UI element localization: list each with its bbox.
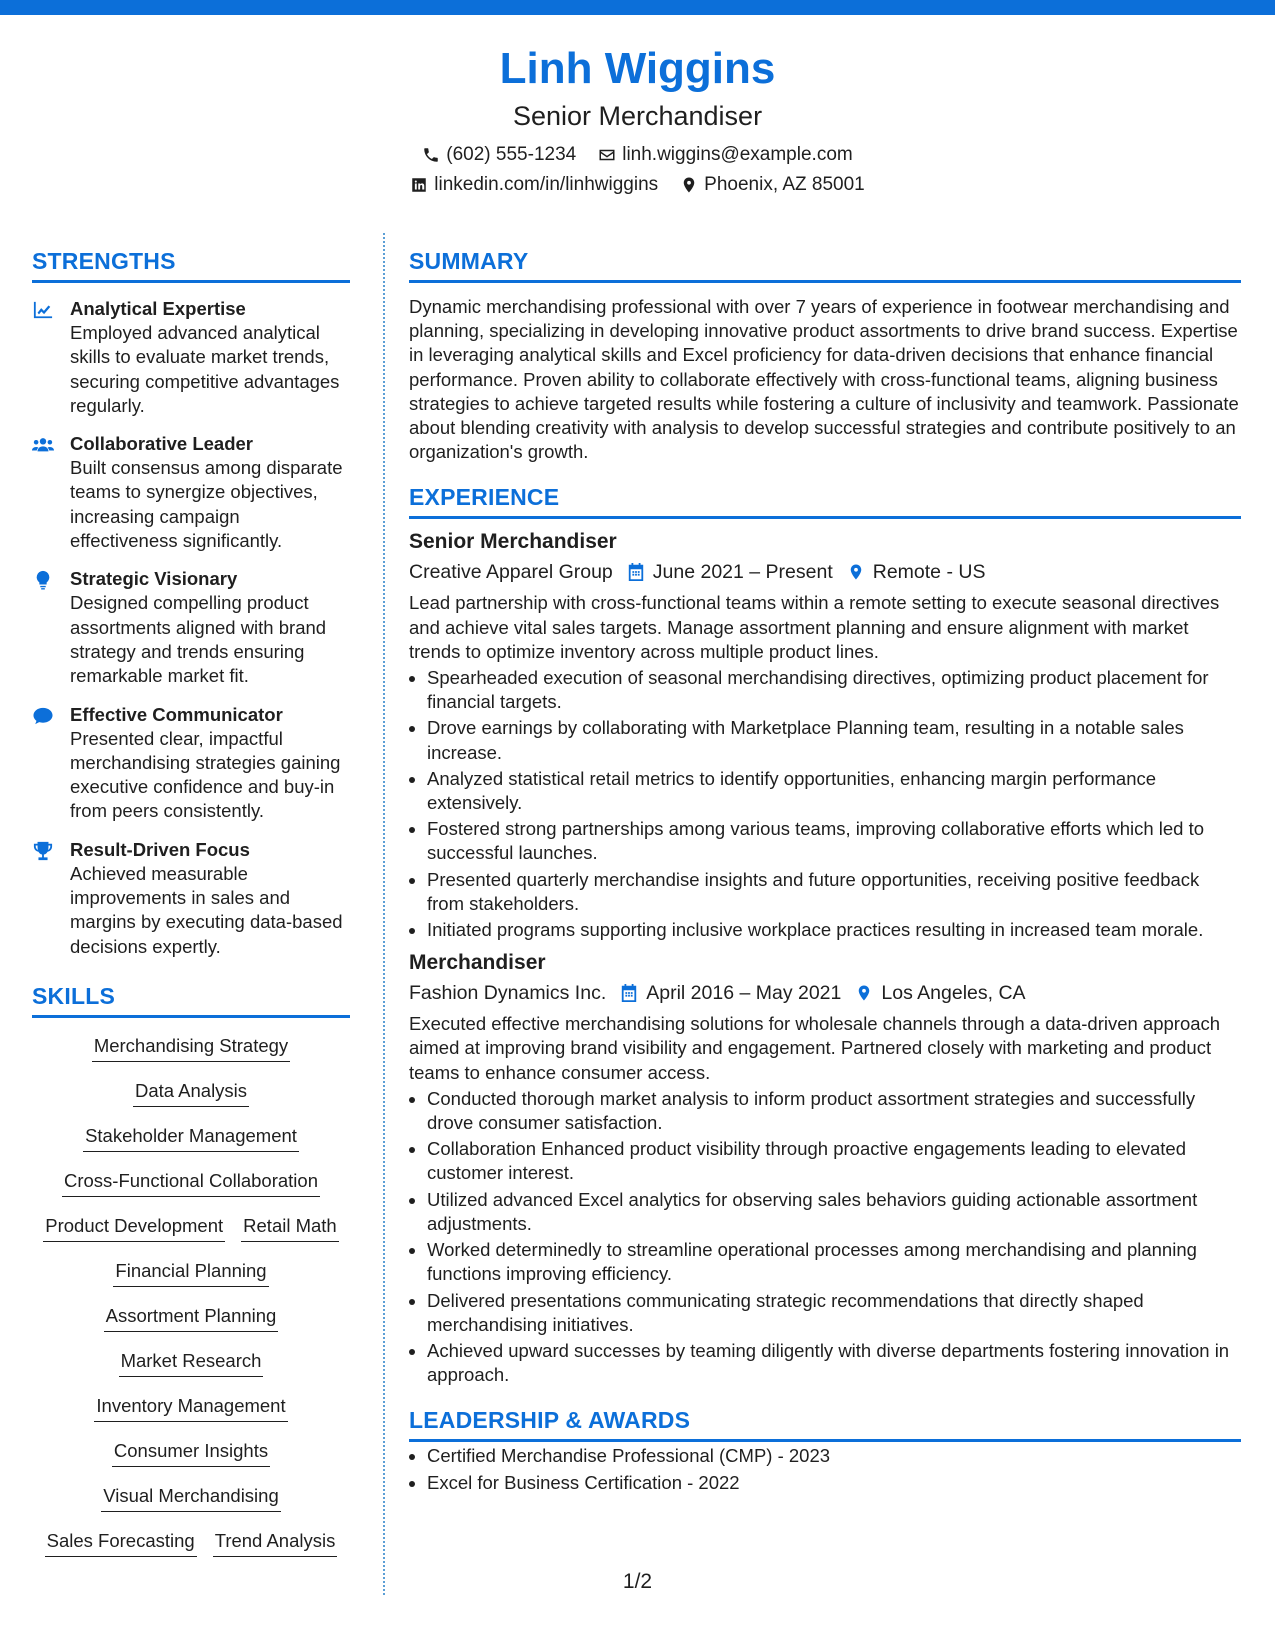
map-pin-icon xyxy=(855,983,873,1003)
skill-tag: Retail Math xyxy=(241,1214,339,1242)
strength-desc: Designed compelling product assortments aligned with brand strategy and trends ensuring remarkable market fit. xyxy=(70,592,327,687)
job-bullet: • Presented quarterly merchandise insights and future opportunities, receiving positive feedback from stakeholders. xyxy=(427,868,1241,916)
email-text: linh.wiggins@example.com xyxy=(622,144,853,165)
job-bullets xyxy=(409,1087,1241,1387)
skill-tag: Consumer Insights xyxy=(112,1439,270,1467)
calendar-icon xyxy=(620,983,638,1003)
job-bullet: • Delivered presentations communicating strategic recommendations that directly shaped merchandising initiatives. xyxy=(427,1289,1241,1337)
skill-tag: Data Analysis xyxy=(133,1079,249,1107)
right-column xyxy=(409,246,1241,1497)
linkedin-contact[interactable] xyxy=(410,170,658,200)
job-meta xyxy=(409,978,1241,1008)
trophy-icon xyxy=(32,841,54,861)
summary-section xyxy=(409,246,1241,464)
summary-text: Dynamic merchandising professional with over 7 years of experience in footwear merchandising and planning, specializing in developing innovative product assortments to drive brand success. Expertise in leveraging analytical skills and Excel proficiency for data-driven decisions that enhance financial performance. Proven ability to collaborate effectively with cross-functional teams, aligning business strategies to achieve targeted results while fostering a culture of inclusivity and teamwork. Passionate about blending creativity with analysis to develop successful strategies and contribute positively to an organization's growth. xyxy=(409,296,1239,463)
map-pin-icon xyxy=(847,562,865,582)
awards-section xyxy=(409,1405,1241,1494)
top-accent-bar xyxy=(0,0,1275,15)
strengths-section xyxy=(32,246,350,959)
skill-tag: Assortment Planning xyxy=(104,1304,279,1332)
job-entry xyxy=(409,948,1241,1387)
location-contact xyxy=(680,170,865,200)
strength-title: Analytical Expertise xyxy=(70,298,246,319)
job-dates: June 2021 – Present xyxy=(652,561,833,584)
skill-tag: Product Development xyxy=(43,1214,225,1242)
skill-tag: Cross-Functional Collaboration xyxy=(62,1169,320,1197)
job-bullet: • Conducted thorough market analysis to inform product assortment strategies and successfully drove consumer satisfaction. xyxy=(427,1087,1241,1135)
experience-heading: EXPERIENCE xyxy=(409,482,1241,519)
skills-section xyxy=(32,981,350,1574)
job-title: Merchandiser xyxy=(409,951,546,975)
phone-icon xyxy=(422,146,440,164)
job-bullet: • Analyzed statistical retail metrics to identify opportunities, enhancing margin performance extensively. xyxy=(427,767,1241,815)
contact-row-1 xyxy=(0,140,1275,170)
skill-tag: Trend Analysis xyxy=(213,1529,338,1557)
phone-text: (602) 555-1234 xyxy=(446,144,577,165)
linkedin-icon xyxy=(410,176,428,194)
job-bullets xyxy=(409,666,1241,942)
job-bullet: • Fostered strong partnerships among various teams, improving collaborative efforts which led to successful launches. xyxy=(427,817,1241,865)
strength-item xyxy=(32,297,350,418)
strength-title: Strategic Visionary xyxy=(70,568,238,590)
award-item: • Excel for Business Certification - 2022 xyxy=(427,1471,1241,1495)
users-icon xyxy=(32,435,54,455)
skill-tag: Merchandising Strategy xyxy=(92,1034,290,1062)
comment-icon xyxy=(32,706,54,726)
strength-desc: Achieved measurable improvements in sales and margins by executing data-based decisions expertly. xyxy=(70,862,343,957)
skill-tag: Sales Forecasting xyxy=(45,1529,197,1557)
job-bullet: • Achieved upward successes by teaming diligently with diverse departments fostering innovation in approach. xyxy=(427,1339,1241,1387)
awards-heading: LEADERSHIP & AWARDS xyxy=(409,1405,1241,1442)
job-title: Senior Merchandiser xyxy=(409,530,617,554)
experience-section xyxy=(409,482,1241,1387)
left-column xyxy=(32,246,350,1574)
envelope-icon xyxy=(598,146,616,164)
strength-title: Result-Driven Focus xyxy=(70,838,250,860)
strengths-list xyxy=(32,297,350,959)
chart-line-icon xyxy=(32,300,54,320)
candidate-title: Senior Merchandiser xyxy=(512,101,763,131)
linkedin-text: linkedin.com/in/linhwiggins xyxy=(434,174,659,195)
skills-heading: SKILLS xyxy=(32,981,350,1018)
strength-item xyxy=(32,567,350,688)
job-description: Lead partnership with cross-functional teams within a remote setting to execute seasonal directives and achieve vital sales targets. Manage assortment planning and ensure alignment with market trends to optimize inventory across multiple product lines. xyxy=(409,592,1220,662)
calendar-icon xyxy=(627,562,645,582)
column-divider xyxy=(383,233,385,1595)
location-text: Phoenix, AZ 85001 xyxy=(704,174,865,195)
phone-contact[interactable] xyxy=(422,140,576,170)
skills-list xyxy=(32,1034,350,1574)
strength-title: Collaborative Leader xyxy=(70,433,254,455)
company-name: Fashion Dynamics Inc. xyxy=(409,982,607,1005)
strength-item xyxy=(32,432,350,553)
skill-tag: Market Research xyxy=(119,1349,264,1377)
strengths-heading: STRENGTHS xyxy=(32,246,350,283)
page-number: 1/2 xyxy=(622,1570,653,1593)
map-pin-icon xyxy=(680,176,698,194)
skill-tag: Visual Merchandising xyxy=(101,1484,281,1512)
contact-row-2 xyxy=(0,170,1275,200)
job-bullet: • Utilized advanced Excel analytics for observing sales behaviors guiding actionable assortment adjustments. xyxy=(427,1188,1241,1236)
strength-desc: Presented clear, impactful merchandising strategies gaining executive confidence and buy-in from peers consistently. xyxy=(70,727,341,822)
job-location: Los Angeles, CA xyxy=(881,982,1026,1005)
job-meta xyxy=(409,557,1241,587)
award-item: • Certified Merchandise Professional (CMP) - 2023 xyxy=(427,1444,1241,1468)
job-location: Remote - US xyxy=(872,561,986,584)
skill-tag: Financial Planning xyxy=(113,1259,268,1287)
job-bullet: • Collaboration Enhanced product visibility through proactive engagements leading to elevated customer interest. xyxy=(427,1137,1241,1185)
skill-tag: Stakeholder Management xyxy=(83,1124,299,1152)
lightbulb-icon xyxy=(32,570,54,590)
candidate-name: Linh Wiggins xyxy=(499,44,776,93)
strength-desc: Built consensus among disparate teams to synergize objectives, increasing campaign effectiveness significantly. xyxy=(70,457,343,552)
job-bullet: • Initiated programs supporting inclusive workplace practices resulting in increased team morale. xyxy=(427,918,1241,942)
summary-heading: SUMMARY xyxy=(409,246,1241,283)
strength-item xyxy=(32,838,350,959)
awards-list xyxy=(409,1444,1241,1494)
job-bullet: • Spearheaded execution of seasonal merchandising directives, optimizing product placement for financial targets. xyxy=(427,666,1241,714)
resume-header xyxy=(0,40,1275,200)
job-entry xyxy=(409,527,1241,942)
skill-tag: Inventory Management xyxy=(94,1394,287,1422)
job-bullet: • Drove earnings by collaborating with Marketplace Planning team, resulting in a notable sales increase. xyxy=(427,716,1241,764)
job-description: Executed effective merchandising solutions for wholesale channels through a data-driven approach aimed at improving brand visibility and engagement. Partnered closely with marketing and product teams to enhance consumer access. xyxy=(409,1013,1221,1083)
company-name: Creative Apparel Group xyxy=(409,561,613,584)
job-dates: April 2016 – May 2021 xyxy=(646,982,842,1005)
strength-desc: Employed advanced analytical skills to evaluate market trends, securing competitive advantages regularly. xyxy=(70,322,340,416)
strength-item xyxy=(32,703,350,824)
job-bullet: • Worked determinedly to streamline operational processes among merchandising and planning functions improving efficiency. xyxy=(427,1238,1241,1286)
strength-title: Effective Communicator xyxy=(70,703,283,725)
email-contact[interactable] xyxy=(598,140,853,170)
